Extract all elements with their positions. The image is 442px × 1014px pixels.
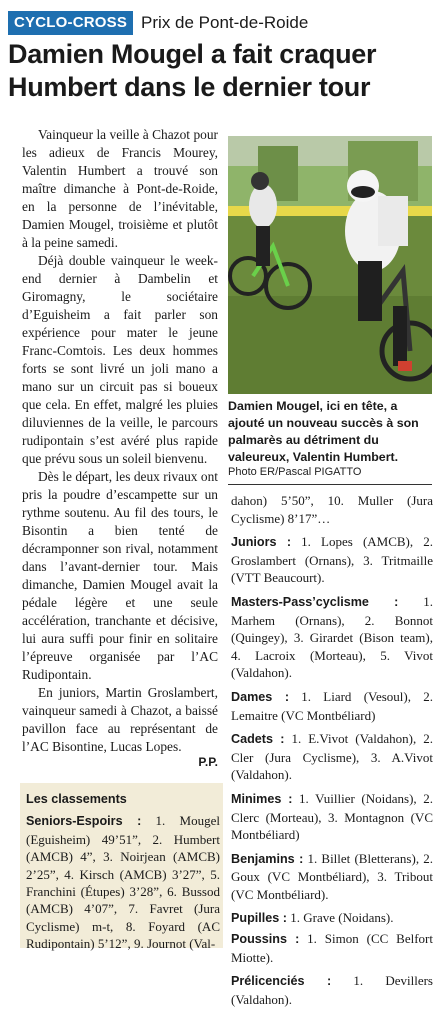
- body-paragraph: Vainqueur la veille à Chazot pour les adieux de Francis Mourey, Valentin Humbert a trouvé son maître dimanche à Pont-de-Roide, en la personne de l’inévitable, Damien Mougel, troisième et plutôt à la peine samedi.: [22, 127, 218, 250]
- body-paragraph: En juniors, Martin Groslambert, vainqueur samedi à Chazot, a baissé pavillon face au représentant de l’AC Bisontine, Lucas Lopes.: [22, 685, 218, 754]
- results-cadets: [231, 730, 433, 784]
- results-minimes: [231, 790, 433, 844]
- headline-line-1: Damien Mougel a fait craquer: [8, 39, 377, 69]
- photo-caption: Damien Mougel, ici en tête, a ajouté un nouveau succès à son palmarès au détriment du valeureux, Valentin Humbert.: [228, 399, 419, 464]
- results-dames: [231, 688, 433, 724]
- category-results: 1. Marhem (Ornans), 2. Bonnot (Quingey), 3. Girardet (Bison team), 4. Lacroix (Morteau), 5. Vivot (Valdahon).: [231, 593, 433, 681]
- category-label: Pupilles :: [231, 911, 287, 926]
- event-subtitle: Prix de Pont-de-Roide: [141, 13, 309, 32]
- results-poussins: [231, 930, 433, 966]
- cyclists-photo-illustration: [228, 136, 432, 394]
- results-seniors: [26, 812, 220, 952]
- category-label: Juniors :: [231, 535, 292, 550]
- results-juniors: [231, 533, 433, 587]
- author-signature: P.P.: [198, 755, 218, 769]
- section-header: [8, 12, 308, 34]
- category-tag: CYCLO-CROSS: [8, 11, 133, 35]
- category-label: Dames :: [231, 689, 290, 704]
- article-body: [22, 126, 218, 756]
- category-label: Masters-Pass’cyclisme :: [231, 594, 399, 609]
- headline-line-2: Humbert dans le dernier tour: [8, 72, 371, 102]
- results-continued: [231, 492, 433, 1014]
- results-seniors-continued: dahon) 5’50”, 10. Muller (Jura Cyclisme) 8’17”…: [231, 493, 433, 526]
- results-benjamins: [231, 850, 433, 904]
- category-results: 1. Grave (Noidans).: [286, 910, 394, 926]
- body-paragraph: Déjà double vainqueur le week-end dernier à Dambelin et Giromagny, le sociétaire d’Eguisheim a fait parler son expérience pour mater le jeune Franc-Comtois. Les deux hommes forts se sont livré un joli mano a mano sur un circuit pas si boueux que cela. En effet, malgré les pluies diluviennes de la veille, le parcours rudipontain s’est avéré plus rapide que prévu sous un soleil bienvenu.: [22, 253, 218, 466]
- results-pupilles: [231, 909, 433, 928]
- category-results: 1. Simon (CC Belfort Miotte).: [231, 931, 433, 965]
- category-label: Poussins :: [231, 932, 300, 947]
- category-results: 1. E.Vivot (Valdahon), 2. Cler (Jura Cyclisme), 3. A.Vivot (Valdahon).: [231, 731, 434, 783]
- category-label: Minimes :: [231, 791, 293, 806]
- category-label: Prélicenciés :: [231, 974, 332, 989]
- category-results: 1. Vuillier (Noidans), 2. Clerc (Morteau), 3. Montagnon (VC Montbéliard): [231, 790, 433, 843]
- category-results: 1. Lopes (AMCB), 2. Groslambert (Ornans), 3. Tritmaille (VTT Beaucourt).: [231, 534, 434, 586]
- race-photo: [228, 136, 432, 394]
- results-box: [26, 791, 220, 959]
- category-label: Cadets :: [231, 732, 285, 747]
- results-masters: [231, 593, 433, 682]
- body-paragraph: Dès le départ, les deux rivaux ont pris la poudre d’escampette sur un rythme soutenu. Au fil des tours, le Bisontin a bien tenté de décramponner son rival, notamment dans l’avant-dernier tour. Mais dimanche, Damien Mougel avait la pédale légère et une seule accélération, tranchante et décisive, lui aura suffi pour finir en solitaire l’épreuve organisée par l’AC Rudipontain.: [22, 469, 218, 682]
- category-results: 1. Mougel (Eguisheim) 49’51”, 2. Humbert (AMCB) 4”, 3. Noirjean (AMCB) 2’25”, 4. Kirsch (AMCB) 3’27”, 5. Franchini (Étupes) 3’28”, 6. Bussod (AMCB) 4’07”, 7. Favret (Jura Cyclisme) m-t, 8. Foyard (AC Rudipontain) 5’12”, 9. Journot (Val-: [26, 813, 220, 952]
- article-headline: [8, 38, 438, 104]
- category-results: 1. Liard (Vesoul), 2. Lemaitre (VC Montbéliard): [231, 688, 434, 723]
- category-results: 1. Devillers (Valdahon).: [231, 973, 433, 1007]
- category-label: Benjamins :: [231, 851, 304, 866]
- results-heading: Les classements: [26, 792, 127, 806]
- results-prelicencies: [231, 972, 433, 1008]
- column-divider: [228, 484, 432, 485]
- category-label: Seniors-Espoirs :: [26, 814, 142, 829]
- photo-credit: Photo ER/Pascal PIGATTO: [228, 466, 362, 478]
- category-results: 1. Billet (Bletterans), 2. Goux (VC Montbéliard), 3. Tribout (VC Montbéliard).: [231, 850, 433, 902]
